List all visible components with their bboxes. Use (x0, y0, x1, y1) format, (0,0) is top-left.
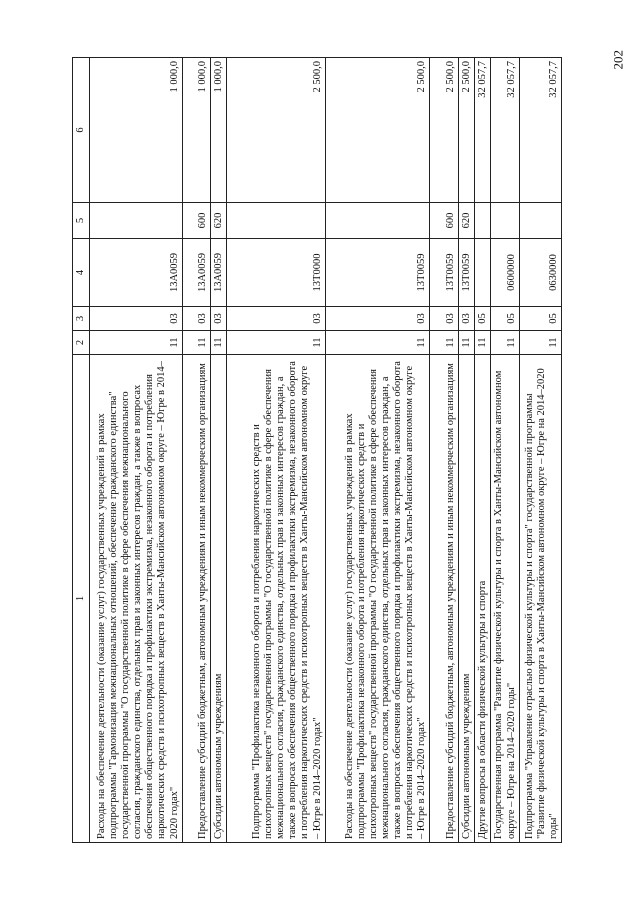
row-target-code-cell: 13Т0000 (227, 239, 325, 307)
table-row (490, 58, 519, 843)
row-name-cell: Предоставление субсидий бюджетным, автономным учреждениям и иным некоммерческим организациям (182, 355, 211, 843)
header-cell: 1 (73, 355, 90, 843)
row-target-code-cell: 13Т0059 (458, 239, 474, 307)
row-subsection-cell: 03 (325, 307, 430, 331)
row-subsection-cell: 03 (182, 307, 211, 331)
row-section-cell: 11 (458, 331, 474, 355)
row-amount-cell: 32 057,7 (490, 58, 519, 203)
row-name-cell: Подпрограмма "Профилактика незаконного оборота и потребления наркотических средств и психотропных веществ" государственной программы "О государственной политике в сфере обеспечения межнационального согласия, гражданского единства, отдельных прав и законных интересов граждан, а также в вопросах обеспечения общественного порядка и профилактики экстремизма, незаконного оборота и потребления наркотических средств и психотропных веществ в Ханты-Мансийском автономном округе – Югре в 2014–2020 годах" (227, 355, 325, 843)
row-section-cell: 11 (182, 331, 211, 355)
row-expense-type-cell (519, 203, 561, 239)
row-amount-cell: 1 000,0 (182, 58, 211, 203)
header-cell: 5 (73, 203, 90, 239)
row-amount-cell: 32 057,7 (474, 58, 490, 203)
table-row (325, 58, 430, 843)
header-cell: 6 (73, 58, 90, 203)
row-amount-cell: 1 000,0 (90, 58, 183, 203)
budget-table (72, 57, 562, 843)
row-target-code-cell: 13А0059 (211, 239, 227, 307)
row-amount-cell: 2 500,0 (325, 58, 430, 203)
row-subsection-cell: 03 (211, 307, 227, 331)
row-expense-type-cell (490, 203, 519, 239)
table-row (474, 58, 490, 843)
row-target-code-cell (474, 239, 490, 307)
row-target-code-cell: 13А0059 (182, 239, 211, 307)
table-row (430, 58, 459, 843)
table-body (90, 58, 562, 843)
page-number: 202 (610, 50, 625, 70)
row-name-cell: Подпрограмма "Управление отраслью физической культуры и спорта" государственной программы "Развитие физической культуры и спорта в Ханты-Мансийском автономном округе – Югре на 2014–2020 годы" (519, 355, 561, 843)
row-subsection-cell: 03 (458, 307, 474, 331)
row-name-cell: Другие вопросы в области физической культуры и спорта (474, 355, 490, 843)
row-name-cell: Расходы на обеспечение деятельности (оказание услуг) государственных учреждений в рамках подпрограммы "Гармонизация межнациональных отношений, обеспечение гражданского единства" государственной программы "О государственной политике в сфере обеспечения межнационального согласия, гражданского единства, отдельных прав и законных интересов граждан, а также в вопросах обеспечения общественного порядка и профилактики экстремизма, незаконного оборота и потребления наркотических средств и психотропных веществ в Ханты-Мансийском автономном округе – Югре в 2014–2020 годах" (90, 355, 183, 843)
row-expense-type-cell (325, 203, 430, 239)
row-target-code-cell: 0630000 (519, 239, 561, 307)
table-row (182, 58, 211, 843)
row-name-cell: Государственная программа "Развитие физической культуры и спорта в Ханты-Мансийском автономном округе – Югре на 2014–2020 годы" (490, 355, 519, 843)
row-section-cell: 11 (227, 331, 325, 355)
row-amount-cell: 32 057,7 (519, 58, 561, 203)
row-amount-cell: 2 500,0 (458, 58, 474, 203)
row-subsection-cell: 05 (519, 307, 561, 331)
header-cell: 4 (73, 239, 90, 307)
row-section-cell: 11 (519, 331, 561, 355)
row-target-code-cell: 13А0059 (90, 239, 183, 307)
row-expense-type-cell (474, 203, 490, 239)
row-amount-cell: 2 500,0 (430, 58, 459, 203)
table-row (519, 58, 561, 843)
row-name-cell: Субсидии автономным учреждениям (211, 355, 227, 843)
row-section-cell: 11 (90, 331, 183, 355)
row-name-cell: Расходы на обеспечение деятельности (оказание услуг) государственных учреждений в рамках подпрограммы "Профилактика незаконного оборота и потребления наркотических средств и психотропных веществ" государственной программы "О государственной политике в сфере обеспечения межнационального согласия, гражданского единства, отдельных прав и законных интересов граждан, а также в вопросах обеспечения общественного порядка и профилактики экстремизма, незаконного оборота и потребления наркотических средств и психотропных веществ в Ханты-Мансийском автономном округе – Югре в 2014–2020 годах" (325, 355, 430, 843)
row-expense-type-cell: 600 (182, 203, 211, 239)
row-expense-type-cell: 620 (458, 203, 474, 239)
row-expense-type-cell (227, 203, 325, 239)
row-target-code-cell: 0600000 (490, 239, 519, 307)
row-subsection-cell: 03 (90, 307, 183, 331)
table-header-row (73, 58, 90, 843)
row-section-cell: 11 (490, 331, 519, 355)
row-expense-type-cell (90, 203, 183, 239)
row-subsection-cell: 03 (227, 307, 325, 331)
row-target-code-cell: 13Т0059 (325, 239, 430, 307)
table-row (227, 58, 325, 843)
row-section-cell: 11 (211, 331, 227, 355)
row-expense-type-cell: 620 (211, 203, 227, 239)
row-section-cell: 11 (325, 331, 430, 355)
row-section-cell: 11 (430, 331, 459, 355)
row-name-cell: Предоставление субсидий бюджетным, автономным учреждениям и иным некоммерческим организациям (430, 355, 459, 843)
table-row (90, 58, 183, 843)
row-section-cell: 11 (474, 331, 490, 355)
table-row (458, 58, 474, 843)
row-amount-cell: 1 000,0 (211, 58, 227, 203)
header-cell: 3 (73, 307, 90, 331)
header-cell: 2 (73, 331, 90, 355)
row-name-cell: Субсидии автономным учреждениям (458, 355, 474, 843)
row-target-code-cell: 13Т0059 (430, 239, 459, 307)
row-subsection-cell: 05 (474, 307, 490, 331)
table-row (211, 58, 227, 843)
row-subsection-cell: 03 (430, 307, 459, 331)
row-expense-type-cell: 600 (430, 203, 459, 239)
row-amount-cell: 2 500,0 (227, 58, 325, 203)
table-wrapper (72, 58, 562, 843)
row-subsection-cell: 05 (490, 307, 519, 331)
